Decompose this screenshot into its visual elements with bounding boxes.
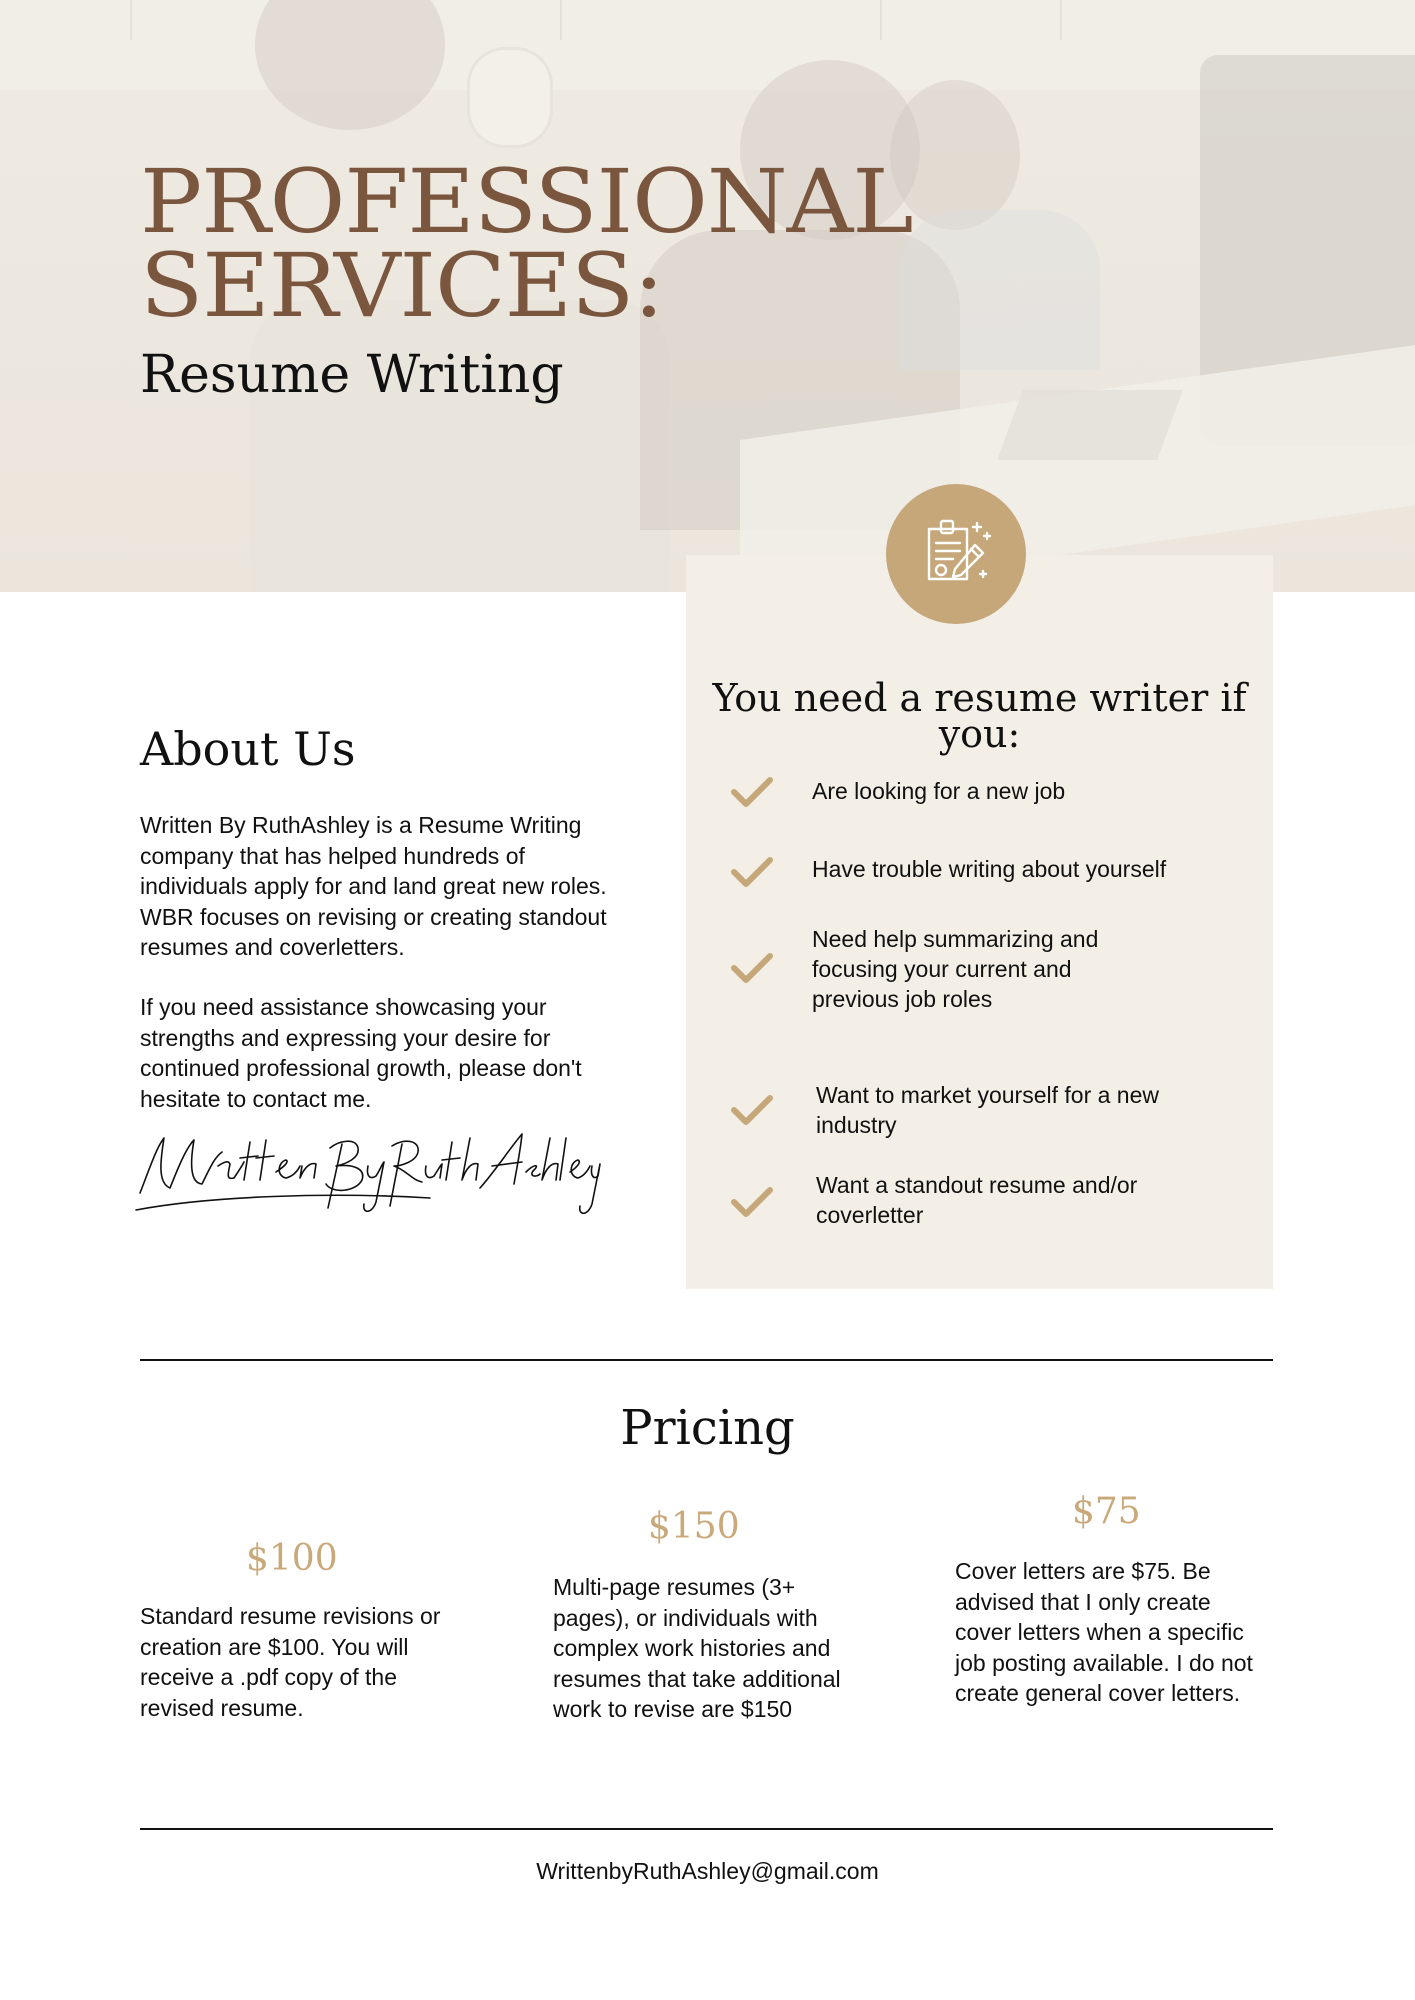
check-icon [730, 854, 774, 890]
checklist-item-text: Are looking for a new job [812, 778, 1066, 804]
about-paragraph: Written By RuthAshley is a Resume Writing company that has helped hundreds of individuals apply for and land great new roles. WBR focuses on revising or creating standout resumes and coverletters. [140, 812, 607, 960]
section-divider [140, 1359, 1273, 1361]
price-description: Multi-page resumes (3+ pages), or individuals with complex work histories and resumes that take additional work to revise are $150 [553, 1574, 841, 1722]
check-icon [730, 1184, 774, 1220]
price-150: $150 [648, 1506, 740, 1547]
check-icon [730, 950, 774, 986]
signature [130, 1118, 610, 1228]
checklist-item-text: Need help summarizing and focusing your current and previous job roles [812, 926, 1099, 1012]
about-paragraph: If you need assistance showcasing your strengths and expressing your desire for continued professional growth, please don't hesitate to contact me. [140, 994, 582, 1112]
pricing-heading: Pricing [620, 1400, 795, 1456]
page-subtitle: Resume Writing [140, 345, 564, 405]
checklist-item-text: Want to market yourself for a new industry [816, 1082, 1160, 1138]
price-description: Standard resume revisions or creation are $100. You will receive a .pdf copy of the revised resume. [140, 1603, 441, 1721]
checklist-heading: You need a resume writer if you: [712, 676, 1247, 756]
price-100: $100 [246, 1538, 338, 1579]
page-title [140, 150, 913, 337]
contact-email[interactable]: WrittenbyRuthAshley@gmail.com [536, 1858, 879, 1884]
resume-clipboard-pencil-icon [886, 484, 1026, 624]
price-description: Cover letters are $75. Be advised that I only create cover letters when a specific job posting available. I do not create general cover letters. [955, 1558, 1253, 1706]
price-75: $75 [1072, 1491, 1141, 1532]
check-icon [730, 774, 774, 810]
section-divider [140, 1828, 1273, 1830]
checklist-item-text: Want a standout resume and/or coverletter [816, 1172, 1138, 1228]
about-heading: About Us [140, 722, 356, 776]
title-line-2: SERVICES: [140, 234, 664, 337]
title-line-1: PROFESSIONAL [140, 150, 913, 253]
check-icon [730, 1092, 774, 1128]
checklist-item-text: Have trouble writing about yourself [812, 856, 1167, 882]
